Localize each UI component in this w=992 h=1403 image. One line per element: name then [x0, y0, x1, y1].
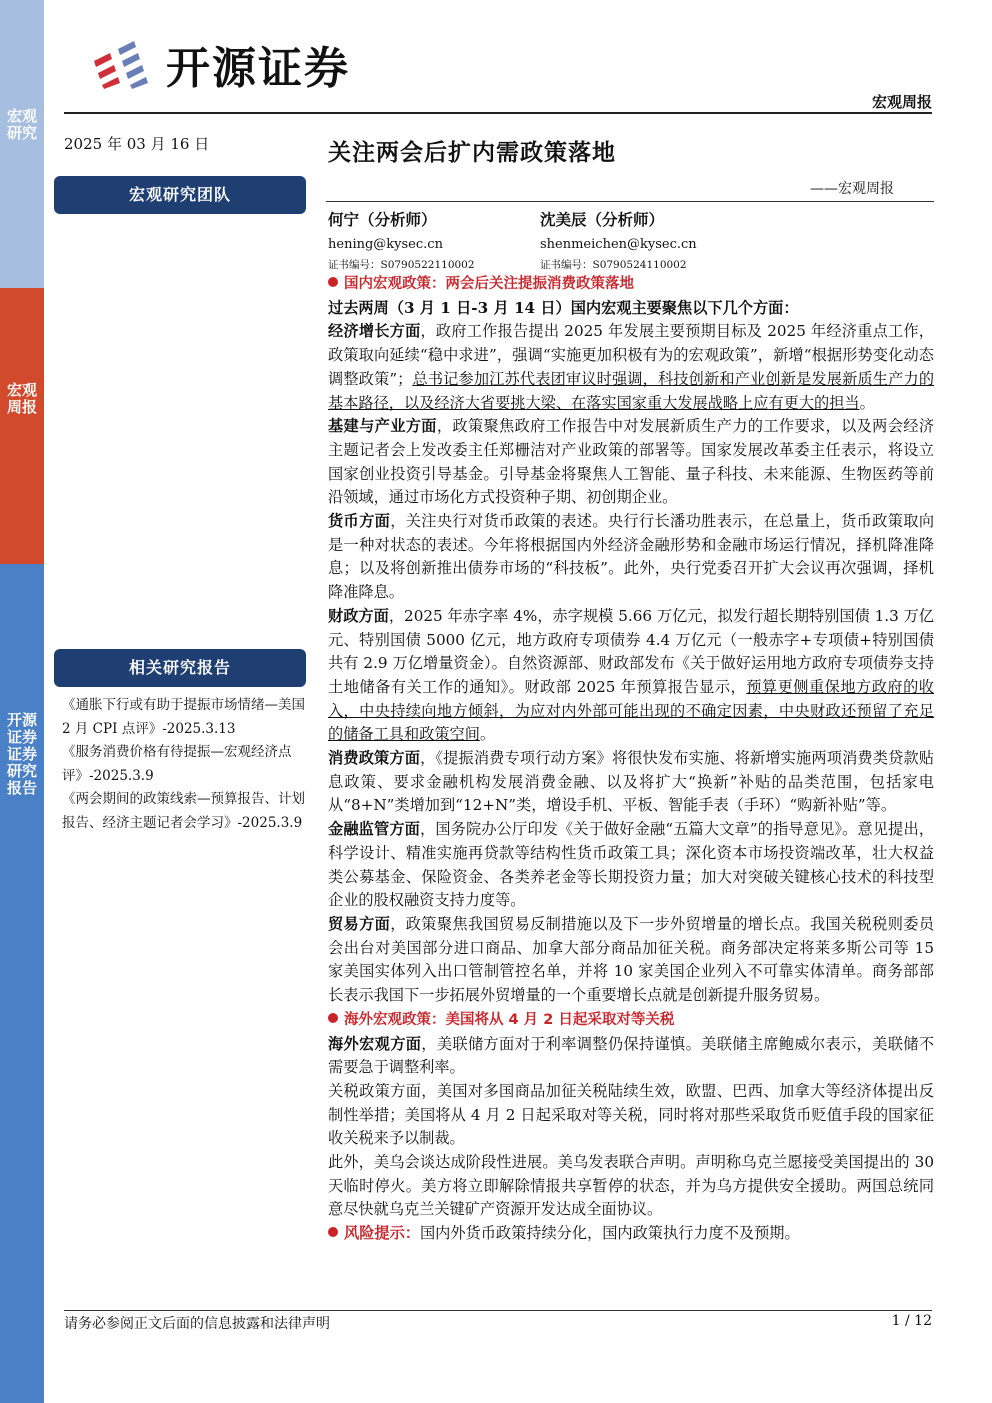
logo-text: 开源证券 [166, 43, 350, 94]
sidebar-label-macro-weekly: 宏观周报 [6, 381, 37, 416]
bullet-icon [328, 1013, 338, 1023]
paragraph-trade: 贸易方面，政策聚焦我国贸易反制措施以及下一步外贸增量的增长点。我国关税税则委员会出台对美国部分进口商品、加拿大部分商品加征关税。商务部决定将莱多斯公司等 15 家美国实体列入出口管制管控名单，并将 10 家美国企业列入不可靠实体清单。商务部部长表示我国下一步拓展外贸增量的一个重要增长点就是创新提升服务贸易。 [328, 914, 935, 1005]
title-divider [326, 201, 934, 202]
paragraph-us-ukraine: 此外，美乌会谈达成阶段性进展。美乌发表联合声明。声明称乌克兰愿接受美国提出的 30 天临时停火。美方将立即解除情报共享暂停的状态，并为乌方提供安全援助。两国总统同意尽快就乌克兰关键矿产资源开发达成全面协议。 [328, 1153, 934, 1219]
analyst-email[interactable]: hening@kysec.cn [328, 237, 443, 252]
analyst-card [540, 208, 697, 274]
company-logo [92, 32, 350, 96]
related-report-item[interactable]: 《服务消费价格有待提振—宏观经济点评》-2025.3.9 [62, 744, 292, 784]
intro-line: 过去两周（3 月 1 日-3 月 14 日）国内宏观主要聚焦以下几个方面： [328, 298, 799, 317]
section-heading-domestic: 国内宏观政策：两会后关注提振消费政策落地 [328, 272, 934, 297]
related-report-item[interactable]: 《通胀下行或有助于提振市场情绪—美国 2 月 CPI 点评》-2025.3.13 [62, 697, 305, 737]
logo-mark-icon [92, 39, 156, 89]
analyst-cert: 证书编号：S0790524110002 [540, 259, 687, 271]
paragraph-fiscal: 财政方面，2025 年赤字率 4%，赤字规模 5.66 万亿元，拟发行超长期特别国债 1.3 万亿元、特别国债 5000 亿元，地方政府专项债券 4.4 万亿元（一般赤字+专项债+特别国债共有 2.9 万亿增量资金）。自然资源部、财政部发布《关于做好运用地方政府专项债券支持土地储备有关工作的通知》。财政部 2025 年预算报告显示，预算更侧重保地方政府的收入，中央持续向地方倾斜，为应对内外部可能出现的不确定因素，中央财政还预留了充足的储备工具和政策空间。 [328, 606, 934, 744]
header-divider [64, 112, 932, 114]
paragraph-tariff: 关税政策方面，美国对多国商品加征关税陆续生效，欧盟、巴西、加拿大等经济体提出反制性举措；美国将从 4 月 2 日起采取对等关税，同时将对那些采取货币贬值手段的国家征收关税来予以制裁。 [328, 1081, 934, 1148]
risk-warning: 风险提示：国内外货币政策持续分化，国内政策执行力度不及预期。 [328, 1222, 934, 1246]
disclaimer-note: 请务必参阅正文后面的信息披露和法律声明 [64, 1316, 330, 1332]
paragraph-infrastructure: 基建与产业方面，政策聚焦政府工作报告中对发展新质生产力的工作要求，以及两会经济主题记者会上发改委主任郑栅洁对产业政策的部署等。国家发展改革委主任表示，将设立国家创业投资引导基金。引导基金将聚焦人工智能、量子科技、未来能源、生物医药等前沿领域，通过市场化方式投资种子期、初创期企业。 [328, 417, 935, 507]
page-number: 1 / 12 [891, 1313, 932, 1329]
paragraph-monetary: 货币方面，关注央行对货币政策的表述。央行行长潘功胜表示，在总量上，货币政策取向是一种对状态的表述。今年将根据国内外经济金融形势和金融市场运行情况，择机降准降息；以及将创新推出债券市场的“科技板”。此外，央行党委召开扩大会议再次强调，择机降准降息。 [328, 512, 935, 602]
paragraph-consumption: 消费政策方面，《提振消费专项行动方案》将很快发布实施、将新增实施两项消费类贷款贴息政策、要求金融机构发展消费金融、以及将扩大“换新”补贴的品类范围，包括家电从“8+N”类增加到“12+N”类，增设手机、平板、智能手表（手环）“购新补贴”等。 [328, 749, 934, 815]
report-body [328, 272, 934, 1246]
report-date: 2025 年 03 月 16 日 [64, 135, 210, 153]
related-reports-heading: 相关研究报告 [54, 649, 306, 687]
section-heading-overseas: 海外宏观政策：美国将从 4 月 2 日起采取对等关税 [328, 1008, 934, 1033]
analyst-card [328, 208, 475, 274]
related-reports-list [62, 694, 310, 835]
related-report-item[interactable]: 《两会期间的政策线索—预算报告、计划报告、经济主题记者会学习》-2025.3.9 [62, 791, 305, 831]
team-heading: 宏观研究团队 [54, 176, 306, 214]
analyst-name: 沈美辰（分析师） [540, 210, 665, 229]
report-type-label: 宏观周报 [871, 93, 932, 111]
bullet-icon [328, 1227, 338, 1237]
bullet-icon [328, 277, 338, 287]
analyst-email[interactable]: shenmeichen@kysec.cn [540, 237, 697, 252]
analyst-cert: 证书编号：S0790522110002 [328, 259, 475, 271]
report-subtitle: ——宏观周报 [810, 181, 894, 197]
paragraph-overseas: 海外宏观方面，美联储方面对于利率调整仍保持谨慎。美联储主席鲍威尔表示，美联储不需要急于调整利率。 [328, 1034, 935, 1077]
footer-divider [64, 1310, 932, 1311]
sidebar-band-mid [0, 288, 44, 564]
paragraph-growth: 经济增长方面，政府工作报告提出 2025 年发展主要预期目标及 2025 年经济重点工作，政策取向延续“稳中求进”，强调“实施更加积极有为的宏观政策”，新增“根据形势变化动态调整政策”；总书记参加江苏代表团审议时强调，科技创新和产业创新是发展新质生产力的基本路径，以及经济大省要挑大梁、在落实国家重大发展战略上应有更大的担当。 [328, 322, 935, 412]
sidebar-band-top [0, 0, 44, 288]
sidebar-label-securities-report: 开源证券证券研究报告 [6, 711, 37, 797]
paragraph-financial-regulation: 金融监管方面，国务院办公厅印发《关于做好金融“五篇大文章”的指导意见》。意见提出，科学设计、精准实施再贷款等结构性货币政策工具；深化资本市场投资端改革，壮大权益类公募基金、保险资金、各类养老金等长期投资力量；加大对突破关键核心技术的科技型企业的股权融资支持力度等。 [328, 820, 935, 910]
analyst-name: 何宁（分析师） [328, 210, 437, 229]
sidebar-label-macro-research: 宏观研究 [6, 107, 37, 142]
report-title: 关注两会后扩内需政策落地 [328, 139, 616, 166]
sidebar-band-bottom [0, 564, 44, 1403]
